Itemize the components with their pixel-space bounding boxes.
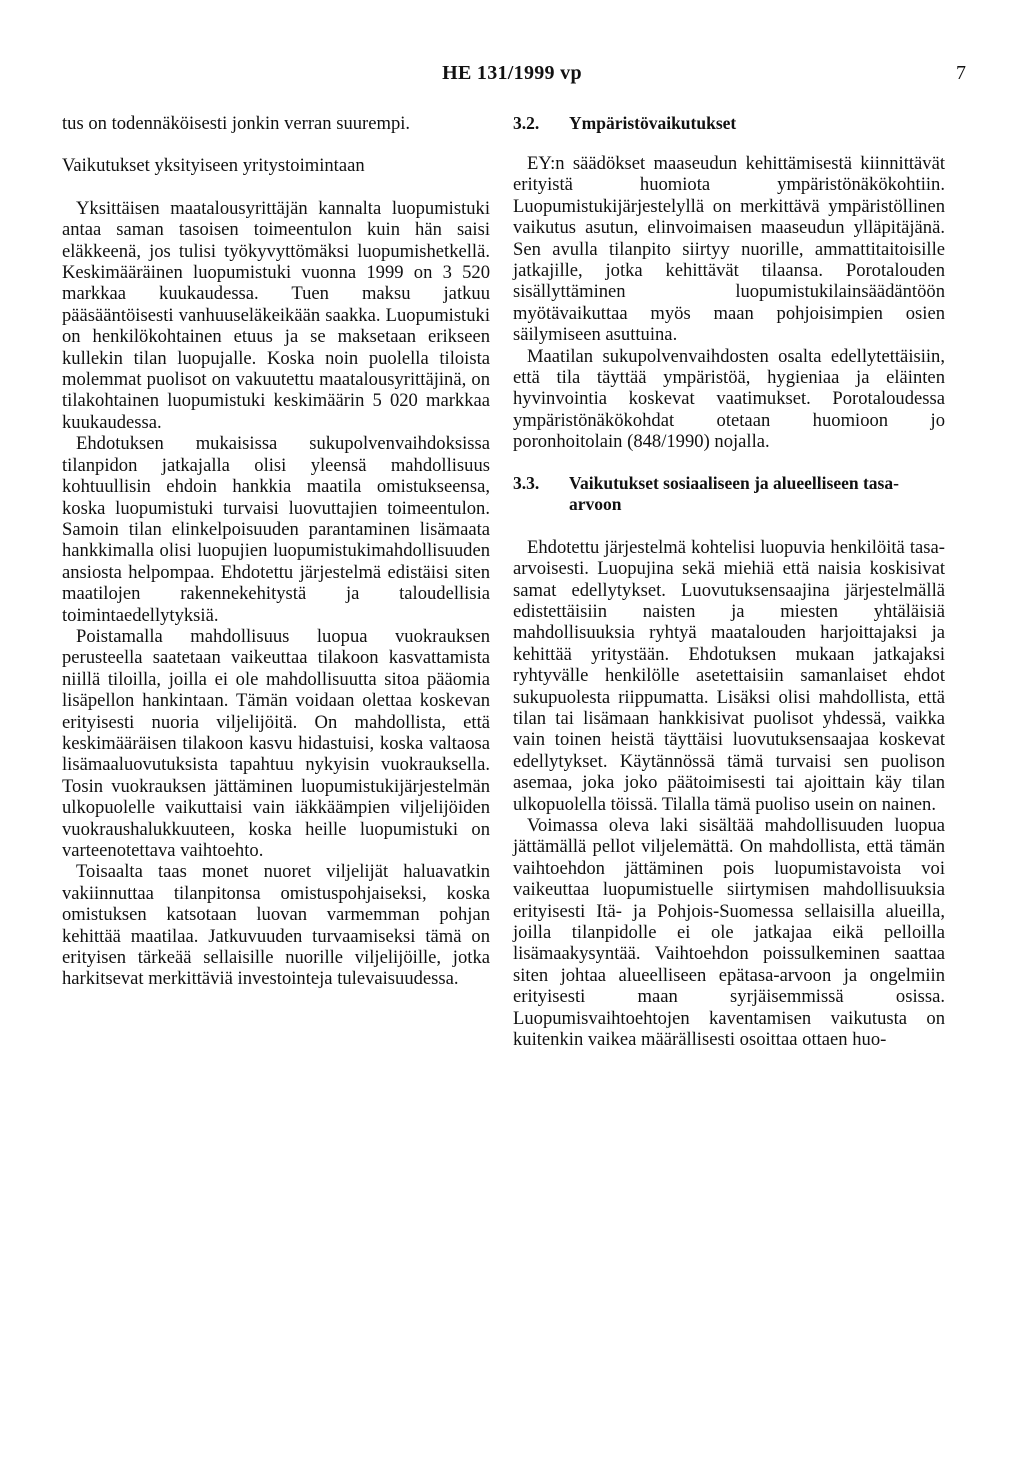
section-number: 3.2.: [513, 113, 540, 133]
page-number: 7: [956, 62, 966, 84]
body-paragraph: Ehdotettu järjestelmä kohtelisi luopuvia henkilöitä tasa-arvoisesti. Luopujina sekä miehiä että naisia koskisivat samat edellytykset. Luovutuksensaajina järjestelmällä edistettäisiin naisten ja miesten yhtäläisiä mahdollisuuksia ryhtyä maatalouden harjoittajaksi ja kehittää yritystään. Ehdotuksen mukaan jatkajaksi ryhtyvälle henkilölle asetettaisiin samanlaiset ehdot sukupuolesta riippumatta. Lisäksi olisi mahdollista, että tilan tai lisämaan hankkisivat puolisot yhdessä, vaikka vain toinen heistä täyttäisi luovutuksensaajaa koskevat edellytykset. Käytännössä tämä turvaisi sen puolison asemaa, joka joko päätoimisesti tai ajoittain käy tilan ulkopuolella töissä. Tilalla tämä puoliso usein on nainen.: [513, 536, 945, 815]
body-paragraph: Poistamalla mahdollisuus luopua vuokrauksen perusteella saatetaan vaikeuttaa tilakoon kasvattamista niillä tiloilla, joilla ei ole mahdollisuutta sitoa pääomia lisäpellon hankintaan. Tämän voidaan olettaa koskevan erityisesti nuoria viljelijöitä. On mahdollista, että keskimääräisen tilakoon kasvu hidastuisi, koska valtaosa lisämaaluovutuksista tapahtuu nykyisin vuokrauksella. Tosin vuokrauksen jättäminen luopumistukijärjestelmän ulkopuolelle vaikuttaisi vain iäkkäämpien viljelijöiden vuokraushalukkuuteen, koska heille luopumistuki on varteenotettava vaihtoehto.: [62, 625, 490, 861]
body-paragraph: EY:n säädökset maaseudun kehittämisestä kiinnittävät erityistä huomiota ympäristönäkökohtiin. Luopumistukijärjestelyllä on merkittävä ympäristöllinen vaikutus asutun, elinvoimaisen maaseudun ylläpitäjänä. Sen avulla tilanpito siirtyy nuorille, ammattitaitoisille jatkajille, jotka kehittävät tilaansa. Porotalouden sisällyttäminen luopumistukilainsäädäntöön myötävaikuttaa myös maan pohjoisimpien osien säilymiseen asuttuina.: [513, 153, 945, 346]
body-paragraph: Voimassa oleva laki sisältää mahdollisuuden luopua jättämällä pellot viljelemättä. On mahdollista, että tämän vaihtoehdon jättäminen pois luopumistavoista voi vaikeuttaa luopumistuelle siirtymisen mahdollisuuksia erityisesti Itä- ja Pohjois-Suomessa sellaisilla alueilla, joilla tilanpidolle ei ole jatkajaa eikä pelloilla lisämaakysyntää. Vaihtoehdon poissulkeminen saattaa siten johtaa alueelliseen epätasa-arvoon ja ongelmiin erityisesti maan syrjäisemmissä osissa. Luopumisvaihtoehtojen kaventamisen vaikutusta on kuitenkin vaikea määrällisesti osoittaa ottaen huo-: [513, 814, 945, 1051]
right-column: [513, 113, 945, 1050]
section-number: 3.3.: [513, 472, 540, 493]
section-heading-3-3: [513, 473, 945, 515]
section-heading-3-2: [513, 113, 945, 134]
body-paragraph: Toisaalta taas monet nuoret viljelijät haluavatkin vakiinnuttaa tilanpitonsa omistuspohjaiseksi, koska omistuksen katsotaan luovan varmemman pohjan kehittää maatilaa. Jatkuvuuden turvaamiseksi tämä on erityisen tärkeää sellaisille nuorille viljelijöille, jotka harkitsevat merkittäviä investointeja tulevaisuudessa.: [62, 861, 490, 990]
section-title: Ympäristövaikutukset: [569, 113, 737, 133]
section-title: Vaikutukset sosiaaliseen ja alueelliseen tasa-arvoon: [569, 472, 899, 514]
subheading-business-effects: Vaikutukset yksityiseen yritystoimintaan: [62, 155, 365, 177]
continued-paragraph: tus on todennäköisesti jonkin verran suurempi.: [62, 113, 411, 134]
body-paragraph: Yksittäisen maatalousyrittäjän kannalta luopumistuki antaa saman tasoisen toimeentulon kuin hän saisi eläkkeenä, jos tulisi työkyvyttömäksi luopumishetkellä. Keskimääräinen luopumistuki vuonna 1999 on 3 520 markkaa kuukaudessa. Tuen maksu jatkuu pääsääntöisesti vanhuuseläkeikään saakka. Luopumistuki on henkilökohtainen etuus ja se maksetaan erikseen kullekin tilan luopujalle. Koska noin puolella tiloista molemmat puolisot on vakuutettu maatalousyrittäjinä, on tilakohtainen luopumistuki keskimäärin 5 020 markkaa kuukaudessa.: [62, 197, 490, 433]
document-title: HE 131/1999 vp: [442, 62, 582, 84]
body-paragraph: Ehdotuksen mukaisissa sukupolvenvaihdoksissa tilanpidon jatkajalla olisi yleensä mahdollisuus kohtuullisin ehdoin hankkia maatila omistukseensa, koska luopumistuki turvaisi luovuttajien toimeentulon. Samoin tilan elinkelpoisuuden parantaminen lisämaata hankkimalla olisi luopujien luopumistukimahdollisuuden ansiosta helpompaa. Ehdotettu järjestelmä edistäisi siten maatilojen rakennekehitystä ja taloudellisia toimintaedellytyksiä.: [62, 433, 490, 626]
left-column: [62, 113, 490, 990]
page-header: [0, 62, 1024, 92]
body-paragraph: Maatilan sukupolvenvaihdosten osalta edellytettäisiin, että tila täyttää ympäristöä, hygieniaa ja eläinten hyvinvointia koskevat vaatimukset. Porotaloudessa ympäristönäkökohdat otetaan huomioon jo poronhoitolain (848/1990) nojalla.: [513, 345, 945, 453]
